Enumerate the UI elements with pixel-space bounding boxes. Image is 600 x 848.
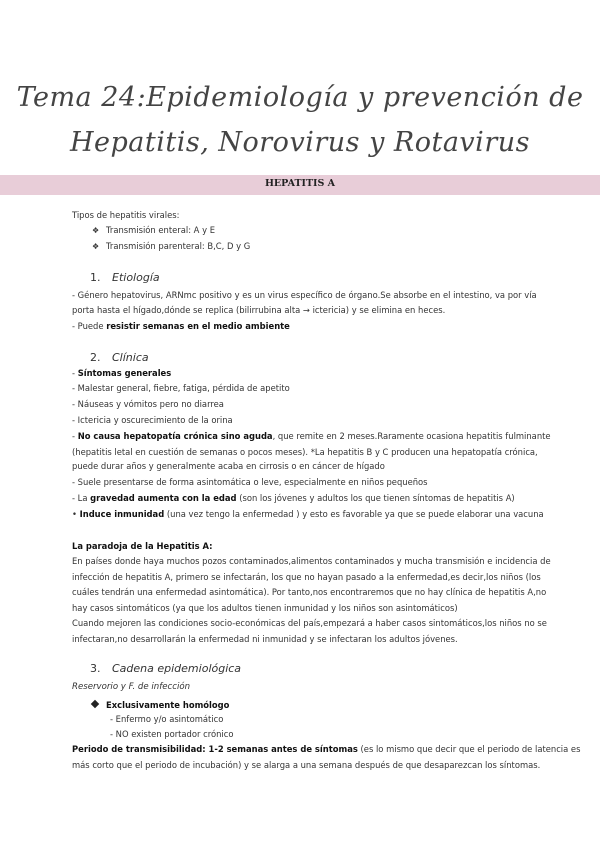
clinica-line: - Síntomas generales	[72, 368, 172, 378]
clinica-line: - Náuseas y vómitos pero no diarrea	[72, 399, 224, 409]
etiologia-line: porta hasta el hígado,dónde se replica (bilirrubina alta → ictericia) y se elimina en heces.	[72, 305, 446, 315]
paradox-line: Cuando mejoren las condiciones socio-económicas del país,empezará a haber casos sintomáticos,los niños no se	[72, 618, 547, 628]
clinica-line: - No causa hepatopatía crónica sino aguda, que remite en 2 meses.Raramente ocasiona hepatitis fulminante	[72, 431, 551, 441]
paradox-line: infección de hepatitis A, primero se infectarán, los que no hayan pasado a la enfermedad,es decir,los niños (los	[72, 572, 541, 582]
intro-item-text: Transmisión parenteral: B,C, D y G	[106, 241, 251, 251]
clinica-line: (hepatitis letal en cuestión de semanas o pocos meses). *La hepatitis B y C producen una hepatopatía crónica,	[72, 447, 538, 457]
subheading-reservorio: Reservorio y F. de infección	[72, 682, 191, 692]
section-heading-etiologia: 1. Etiología	[90, 271, 160, 284]
clinica-line: - Suele presentarse de forma asintomática o leve, especialmente en niños pequeños	[72, 477, 428, 487]
etiologia-line: - Género hepatovirus, ARNmc positivo y es un virus específico de órgano.Se absorbe en el intestino, va por vía	[72, 290, 537, 300]
intro-item	[92, 223, 215, 238]
reservorio-subitem: - NO existen portador crónico	[110, 729, 234, 739]
periodo-line: Periodo de transmisibilidad: 1-2 semanas antes de síntomas (es lo mismo que decir que el periodo de latencia es	[72, 744, 581, 754]
etiologia-line: - Puede resistir semanas en el medio ambiente	[72, 321, 290, 331]
section-band-label: HEPATITIS A	[264, 178, 336, 189]
reservorio-item: Exclusivamente homólogo	[92, 698, 229, 713]
clinica-line: - Malestar general, fiebre, fatiga, pérdida de apetito	[72, 383, 290, 393]
clinica-line: • Induce inmunidad (una vez tengo la enfermedad ) y esto es favorable ya que se puede elaborar una vacuna	[72, 509, 544, 519]
intro-item	[92, 239, 250, 254]
diamond-bullet-icon: ❖	[92, 242, 100, 251]
paradox-heading: La paradoja de la Hepatitis A:	[72, 541, 213, 551]
paradox-line: En países donde haya muchos pozos contaminados,alimentos contaminados y mucha transmisión e incidencia de	[72, 556, 551, 566]
section-heading-cadena: 3. Cadena epidemiológica	[90, 662, 242, 675]
reservorio-subitem: - Enfermo y/o asintomático	[110, 714, 224, 724]
page-title-line-2: Hepatitis, Norovirus y Rotavirus	[70, 127, 530, 158]
diamond-bullet-icon: ❖	[92, 226, 100, 235]
periodo-line: más corto que el periodo de incubación) y se alarga a una semana después de que desaparezcan los síntomas.	[72, 760, 541, 770]
intro-item-text: Transmisión enteral: A y E	[106, 225, 215, 235]
section-heading-clinica: 2. Clínica	[90, 351, 149, 364]
clinica-line: - La gravedad aumenta con la edad (son los jóvenes y adultos los que tienen síntomas de hepatitis A)	[72, 493, 515, 503]
page-title-line-1: Tema 24:Epidemiología y prevención de	[16, 82, 584, 113]
clinica-line: - Ictericia y oscurecimiento de la orina	[72, 415, 233, 425]
diamond-bullet-icon	[91, 700, 99, 708]
clinica-line: puede durar años y generalmente acaba en cirrosis o en cáncer de hígado	[72, 461, 385, 471]
paradox-line: cuáles tendrán una enfermedad asintomática). Por tanto,nos encontraremos que no hay clínica de hepatitis A,no	[72, 587, 547, 597]
intro-label: Tipos de hepatitis virales:	[72, 210, 180, 220]
paradox-line: infectaran,no desarrollarán la enfermedad ni inmunidad y se infectaran los adultos jóvenes.	[72, 634, 458, 644]
paradox-line: hay casos sintomáticos (ya que los adultos tienen inmunidad y los niños son asintomáticos)	[72, 603, 458, 613]
